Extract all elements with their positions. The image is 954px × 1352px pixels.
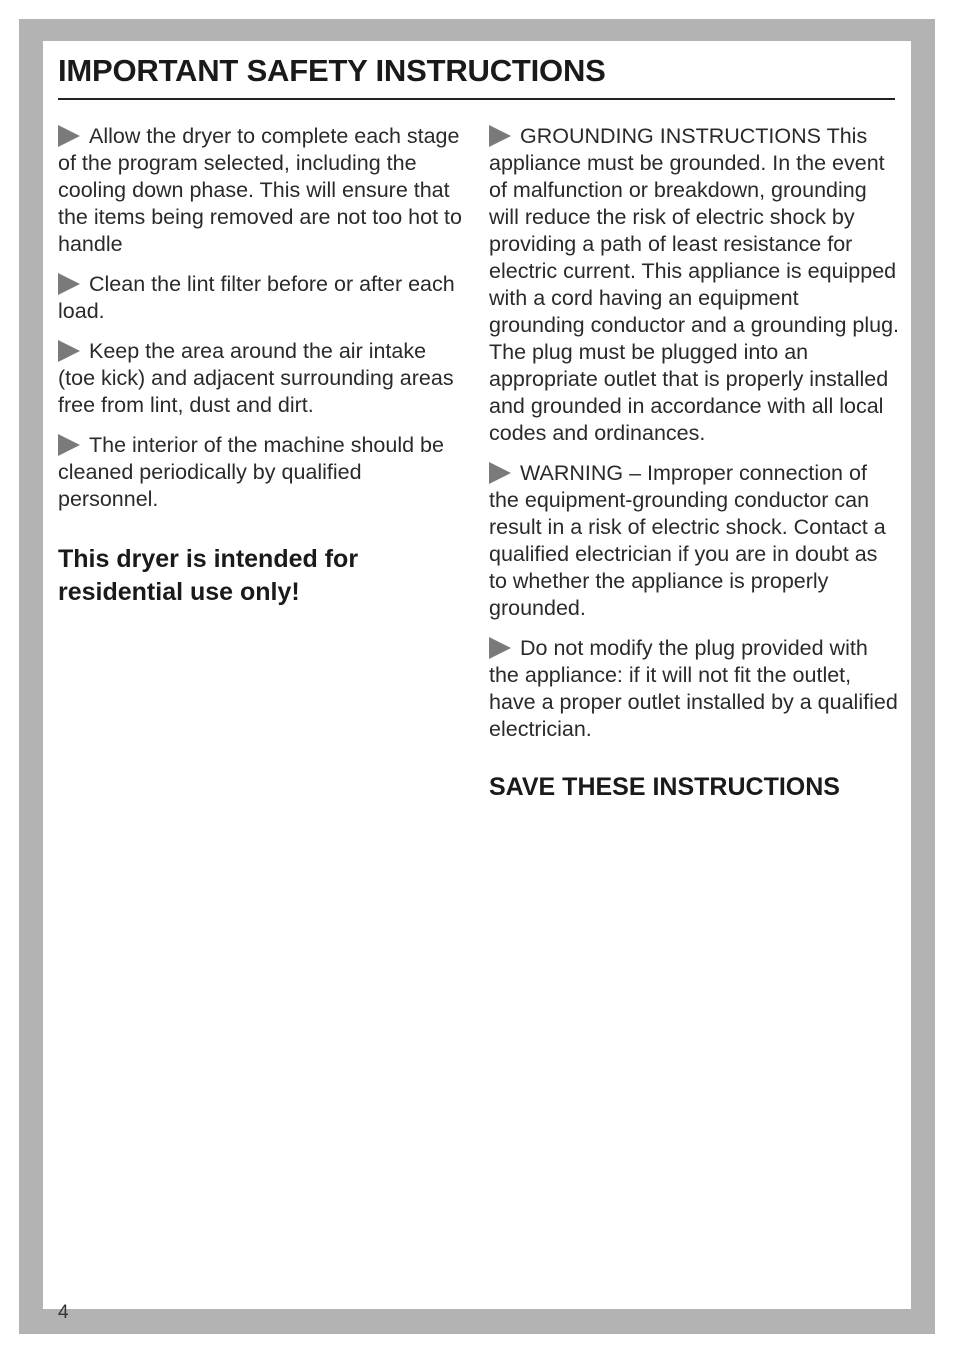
bullet-arrow-icon: [489, 462, 511, 484]
bullet-arrow-icon: [58, 434, 80, 456]
bullet-arrow-icon: [58, 125, 80, 147]
instruction-item: [489, 123, 899, 447]
instruction-text: Do not modify the plug provided with the appliance: if it will not fit the outlet, have a proper outlet installed by a qualified electrician.: [489, 636, 898, 741]
instruction-item: [489, 460, 899, 622]
bullet-arrow-icon: [58, 273, 80, 295]
page-title: IMPORTANT SAFETY INSTRUCTIONS: [58, 53, 606, 88]
bullet-arrow-icon: [489, 637, 511, 659]
page-number: 4: [58, 1302, 69, 1323]
instruction-text: GROUNDING INSTRUCTIONS This appliance must be grounded. In the event of malfunction or breakdown, grounding will reduce the risk of electric shock by providing a path of least resistance for electric current. This appliance is equipped with a cord having an equipment grounding conductor and a grounding plug. The plug must be plugged into an appropriate outlet that is properly installed and grounded in accordance with all local codes and ordinances.: [489, 124, 900, 445]
instruction-item: [58, 432, 463, 513]
instruction-text: Keep the area around the air intake (toe kick) and adjacent surrounding areas free from lint, dust and dirt.: [58, 339, 454, 417]
instruction-item: [58, 123, 463, 258]
instruction-text: WARNING – Improper connection of the equipment-grounding conductor can result in a risk of electric shock. Contact a qualified electrician if you are in doubt as to whether the appliance is properly grounded.: [489, 461, 886, 620]
title-divider: [58, 98, 895, 100]
instruction-item: [58, 271, 463, 325]
bullet-arrow-icon: [58, 340, 80, 362]
instruction-item: [489, 635, 899, 743]
right-column: [489, 123, 899, 804]
instruction-text: Clean the lint filter before or after each load.: [58, 272, 455, 323]
left-column: [58, 123, 463, 609]
instruction-text: The interior of the machine should be cleaned periodically by qualified personnel.: [58, 433, 444, 511]
instruction-item: [58, 338, 463, 419]
save-instructions-heading: SAVE THESE INSTRUCTIONS: [489, 773, 840, 801]
instruction-text: Allow the dryer to complete each stage of the program selected, including the cooling down phase. This will ensure that the items being removed are not too hot to handle: [58, 124, 462, 256]
bullet-arrow-icon: [489, 125, 511, 147]
residential-use-heading: This dryer is intended for residential use only!: [58, 545, 359, 606]
